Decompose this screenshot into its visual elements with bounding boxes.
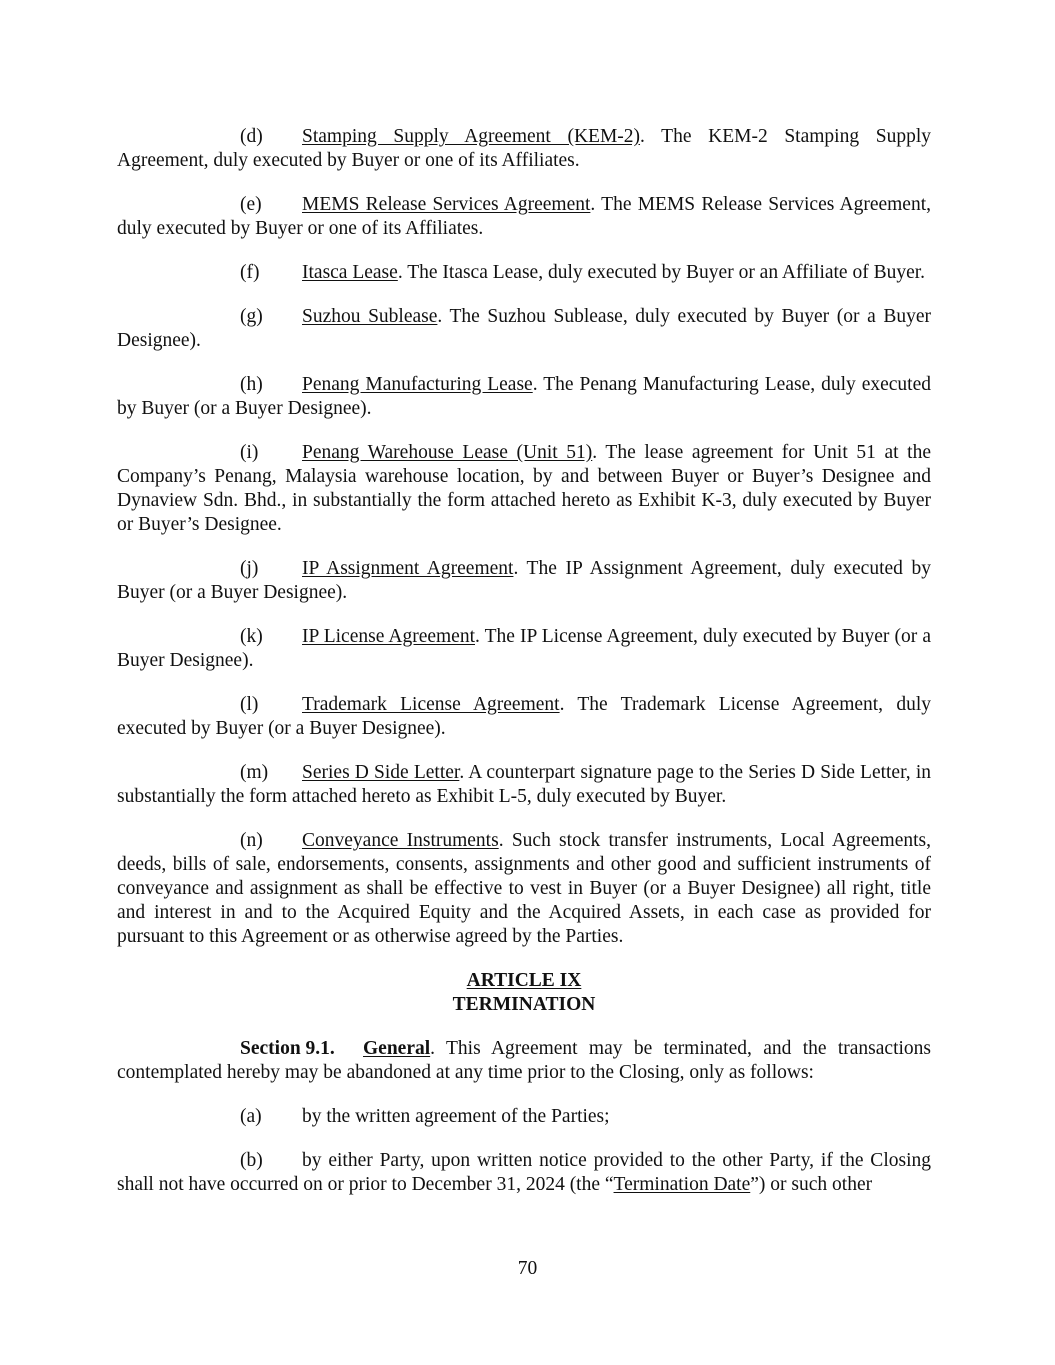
clause-title: Suzhou Sublease — [302, 306, 438, 327]
clause-text: . The Trademark License Agreement, duly executed by Buyer (or a Buyer Designee). — [117, 694, 931, 739]
clause-l — [117, 693, 931, 741]
clause-g — [117, 305, 931, 353]
clause-e — [117, 193, 931, 241]
clause-text: . The Penang Manufacturing Lease, duly executed by Buyer (or a Buyer Designee). — [117, 374, 932, 419]
clause-title: Conveyance Instruments — [302, 830, 499, 851]
clause-number: (k) — [240, 626, 263, 647]
clause-text: . The IP License Agreement, duly executed by Buyer (or a Buyer Designee). — [117, 626, 931, 671]
clause-number: (l) — [240, 694, 259, 715]
clause-title: IP License Agreement — [302, 626, 475, 647]
clause-number: (a) — [240, 1106, 262, 1127]
article-title: TERMINATION — [452, 994, 596, 1015]
clause-i — [117, 441, 931, 537]
clause-f — [117, 261, 931, 285]
clause-number: (b) — [240, 1150, 263, 1171]
clause-k — [117, 625, 931, 673]
clause-text: . The MEMS Release Services Agreement, duly executed by Buyer or one of its Affiliates. — [117, 194, 931, 239]
section-label: Section 9.1. — [240, 1038, 335, 1059]
defined-term: Termination Date — [613, 1174, 751, 1195]
section-text: . This Agreement may be terminated, and the transactions contemplated hereby may be abandoned at any time prior to the Closing, only as follows: — [117, 1038, 931, 1083]
clause-number: (h) — [240, 374, 263, 395]
clause-n — [117, 829, 931, 949]
clause-number: (g) — [240, 306, 263, 327]
section-9-1 — [117, 1037, 931, 1085]
clause-text-after: ”) or such other — [750, 1174, 873, 1195]
clause-number: (n) — [240, 830, 263, 851]
clause-text: by the written agreement of the Parties; — [302, 1106, 610, 1127]
clause-number: (j) — [240, 558, 259, 579]
clause-title: MEMS Release Services Agreement — [302, 194, 591, 215]
clause-number: (i) — [240, 442, 259, 463]
clause-number: (m) — [240, 762, 269, 783]
clause-title: Trademark License Agreement — [302, 694, 560, 715]
document-page — [117, 125, 931, 1217]
clause-title: Series D Side Letter — [302, 762, 460, 783]
clause-text: . The IP Assignment Agreement, duly executed by Buyer (or a Buyer Designee). — [117, 558, 931, 603]
clause-title: Penang Warehouse Lease (Unit 51) — [302, 442, 593, 463]
clause-text-before: by either Party, upon written notice provided to the other Party, if the Closing shall not have occurred on or prior to December 31, 2024 (the “ — [117, 1150, 931, 1195]
article-heading — [117, 969, 931, 1017]
clause-number: (d) — [240, 126, 263, 147]
clause-title: IP Assignment Agreement — [302, 558, 514, 579]
clause-j — [117, 557, 931, 605]
clause-b — [117, 1149, 931, 1197]
clause-title: Itasca Lease — [302, 262, 398, 283]
clause-title: Penang Manufacturing Lease — [302, 374, 533, 395]
section-title: General — [363, 1038, 431, 1059]
clause-text: . The Suzhou Sublease, duly executed by Buyer (or a Buyer Designee). — [117, 306, 931, 351]
clause-text: . Such stock transfer instruments, Local Agreements, deeds, bills of sale, endorsements, consents, assignments and other good and sufficient instruments of conveyance and assignment as shall be effective to vest in Buyer (or a Buyer Designee) all right, title and interest in and to the Acquired Equity and the Acquired Assets, in each case as provided for pursuant to this Agreement or as otherwise agreed by the Parties. — [117, 830, 932, 947]
clause-text: . A counterpart signature page to the Series D Side Letter, in substantially the form attached hereto as Exhibit L-5, duly executed by Buyer. — [117, 762, 931, 807]
clause-text: . The lease agreement for Unit 51 at the Company’s Penang, Malaysia warehouse location, by and between Buyer or Buyer’s Designee and Dynaview Sdn. Bhd., in substantially the form attached hereto as Exhibit K-3, duly executed by Buyer or Buyer’s Designee. — [117, 442, 931, 535]
clause-d — [117, 125, 931, 173]
page-number: 70 — [517, 1258, 538, 1279]
clause-number: (f) — [240, 262, 260, 283]
clause-text: . The KEM-2 Stamping Supply Agreement, duly executed by Buyer or one of its Affiliates. — [117, 126, 931, 171]
clause-number: (e) — [240, 194, 262, 215]
clause-m — [117, 761, 931, 809]
clause-title: Stamping Supply Agreement (KEM-2) — [302, 126, 641, 147]
article-number: ARTICLE IX — [466, 970, 582, 991]
clause-text: . The Itasca Lease, duly executed by Buyer or an Affiliate of Buyer. — [397, 262, 926, 283]
clause-h — [117, 373, 931, 421]
clause-a — [117, 1105, 931, 1129]
